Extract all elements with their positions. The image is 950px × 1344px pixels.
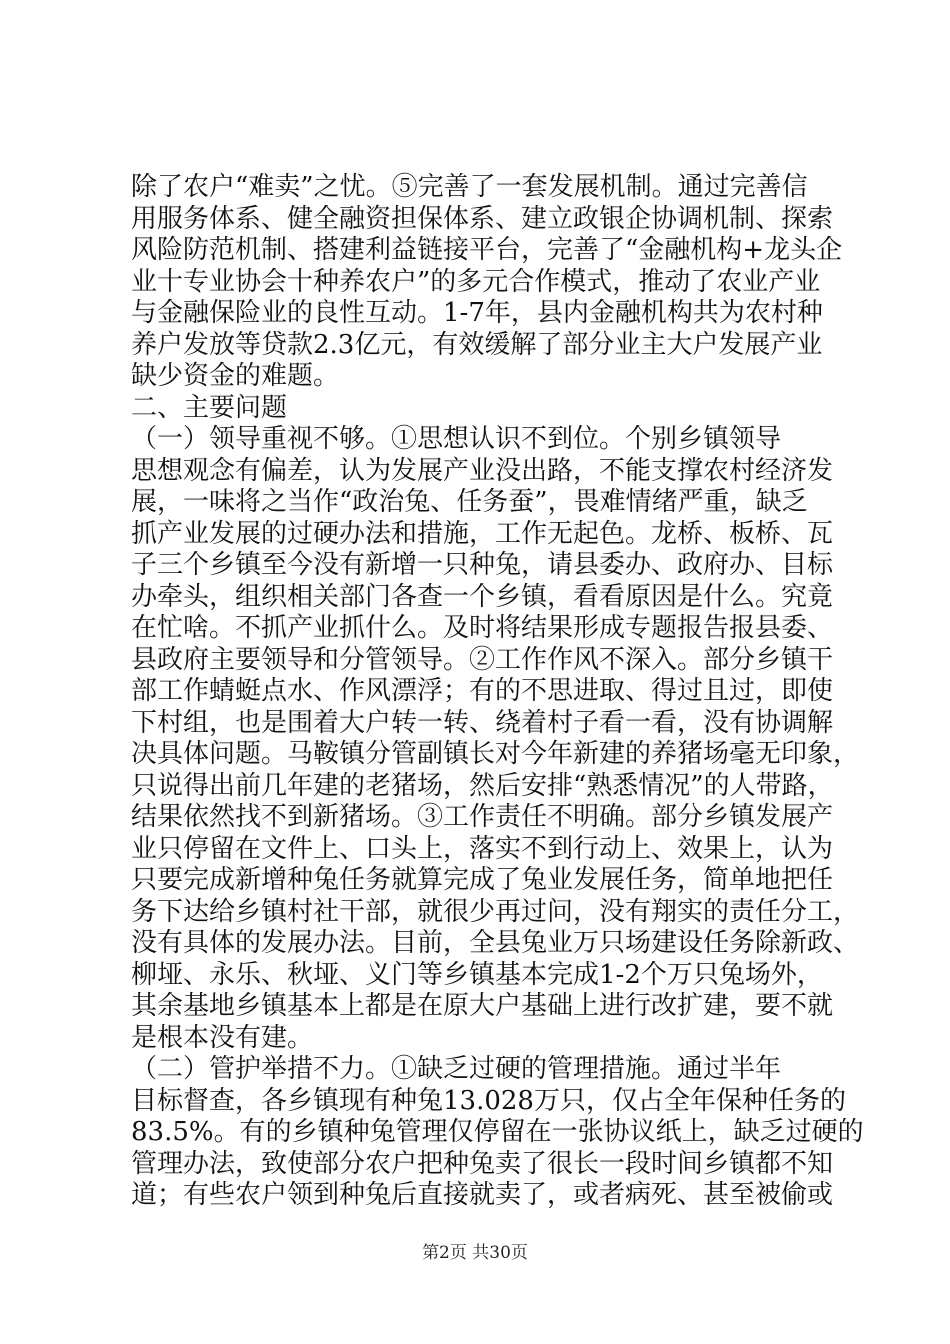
text-line: 与金融保险业的良性互动。1-7年，县内金融机构共为农村种 <box>131 298 823 328</box>
text-line: 道；有些农户领到种兔后直接就卖了，或者病死、甚至被偷或 <box>131 1180 834 1210</box>
text-line: 缺少资金的难题。 <box>131 361 340 391</box>
text-line: 结果依然找不到新猪场。③工作责任不明确。部分乡镇发展产 <box>131 802 834 832</box>
text-line: 养户发放等贷款2.3亿元，有效缓解了部分业主大户发展产业 <box>131 329 823 360</box>
text-line: 展，一味将之当作“政治兔、任务蚕”，畏难情绪严重，缺乏 <box>131 487 808 517</box>
text-line: 其余基地乡镇基本上都是在原大户基础上进行改扩建，要不就 <box>131 991 834 1021</box>
text-line: 县政府主要领导和分管领导。②工作作风不深入。部分乡镇干 <box>131 644 834 675</box>
text-line: 83.5%。有的乡镇种兔管理仅停留在一张协议纸上，缺乏过硬的 <box>131 1117 864 1147</box>
text-line: 只要完成新增种兔任务就算完成了兔业发展任务，简单地把任 <box>131 865 834 895</box>
text-line: 除了农户“难卖”之忧。⑤完善了一套发展机制。通过完善信 <box>131 172 808 202</box>
text-line: 用服务体系、健全融资担保体系、建立政银企协调机制、探索 <box>131 203 834 234</box>
text-line: 柳垭、永乐、秋垭、义门等乡镇基本完成1-2个万只兔场外， <box>131 959 823 990</box>
text-line: 管理办法，致使部分农户把种兔卖了很长一段时间乡镇都不知 <box>131 1148 834 1179</box>
text-line: 目标督查，各乡镇现有种兔13.028万只，仅占全年保种任务的 <box>131 1085 846 1116</box>
text-line: （一）领导重视不够。①思想认识不到位。个别乡镇领导 <box>131 424 782 454</box>
text-line: 下村组，也是围着大户转一转、绕着村子看一看，没有协调解 <box>131 707 834 738</box>
text-line: 在忙啥。不抓产业抓什么。及时将结果形成专题报告报县委、 <box>131 613 834 643</box>
text-line: 是根本没有建。 <box>131 1022 314 1053</box>
text-line: 务下达给乡镇村社干部，就很少再过问，没有翔实的责任分工， <box>131 896 860 927</box>
text-line: 办牵头，组织相关部门各查一个乡镇，看看原因是什么。究竟 <box>131 581 834 612</box>
section-heading: 二、主要问题 <box>131 392 288 423</box>
text-line: 业十专业协会十种养农户”的多元合作模式，推动了农业产业 <box>131 266 821 297</box>
text-line: 没有具体的发展办法。目前，全县兔业万只场建设任务除新政、 <box>131 928 860 958</box>
text-line: 部工作蜻蜓点水、作风漂浮；有的不思进取、得过且过，即使 <box>131 676 834 706</box>
text-line: 思想观念有偏差，认为发展产业没出路，不能支撑农村经济发 <box>131 455 834 486</box>
text-line: （二）管护举措不力。①缺乏过硬的管理措施。通过半年 <box>131 1054 782 1084</box>
text-line: 业只停留在文件上、口头上，落实不到行动上、效果上，认为 <box>131 833 834 864</box>
text-line: 决具体问题。马鞍镇分管副镇长对今年新建的养猪场毫无印象， <box>131 739 860 769</box>
text-line: 子三个乡镇至今没有新增一只种兔，请县委办、政府办、目标 <box>131 550 834 580</box>
page-footer <box>0 1243 950 1263</box>
text-line: 只说得出前几年建的老猪场，然后安排“熟悉情况”的人带路， <box>131 770 834 801</box>
text-line: 抓产业发展的过硬办法和措施，工作无起色。龙桥、板桥、瓦 <box>131 518 834 549</box>
page-number-label: 第2页 共30页 <box>422 1243 528 1263</box>
text-line: 风险防范机制、搭建利益链接平台，完善了“金融机构+龙头企 <box>131 235 843 265</box>
document-body <box>131 172 864 1212</box>
